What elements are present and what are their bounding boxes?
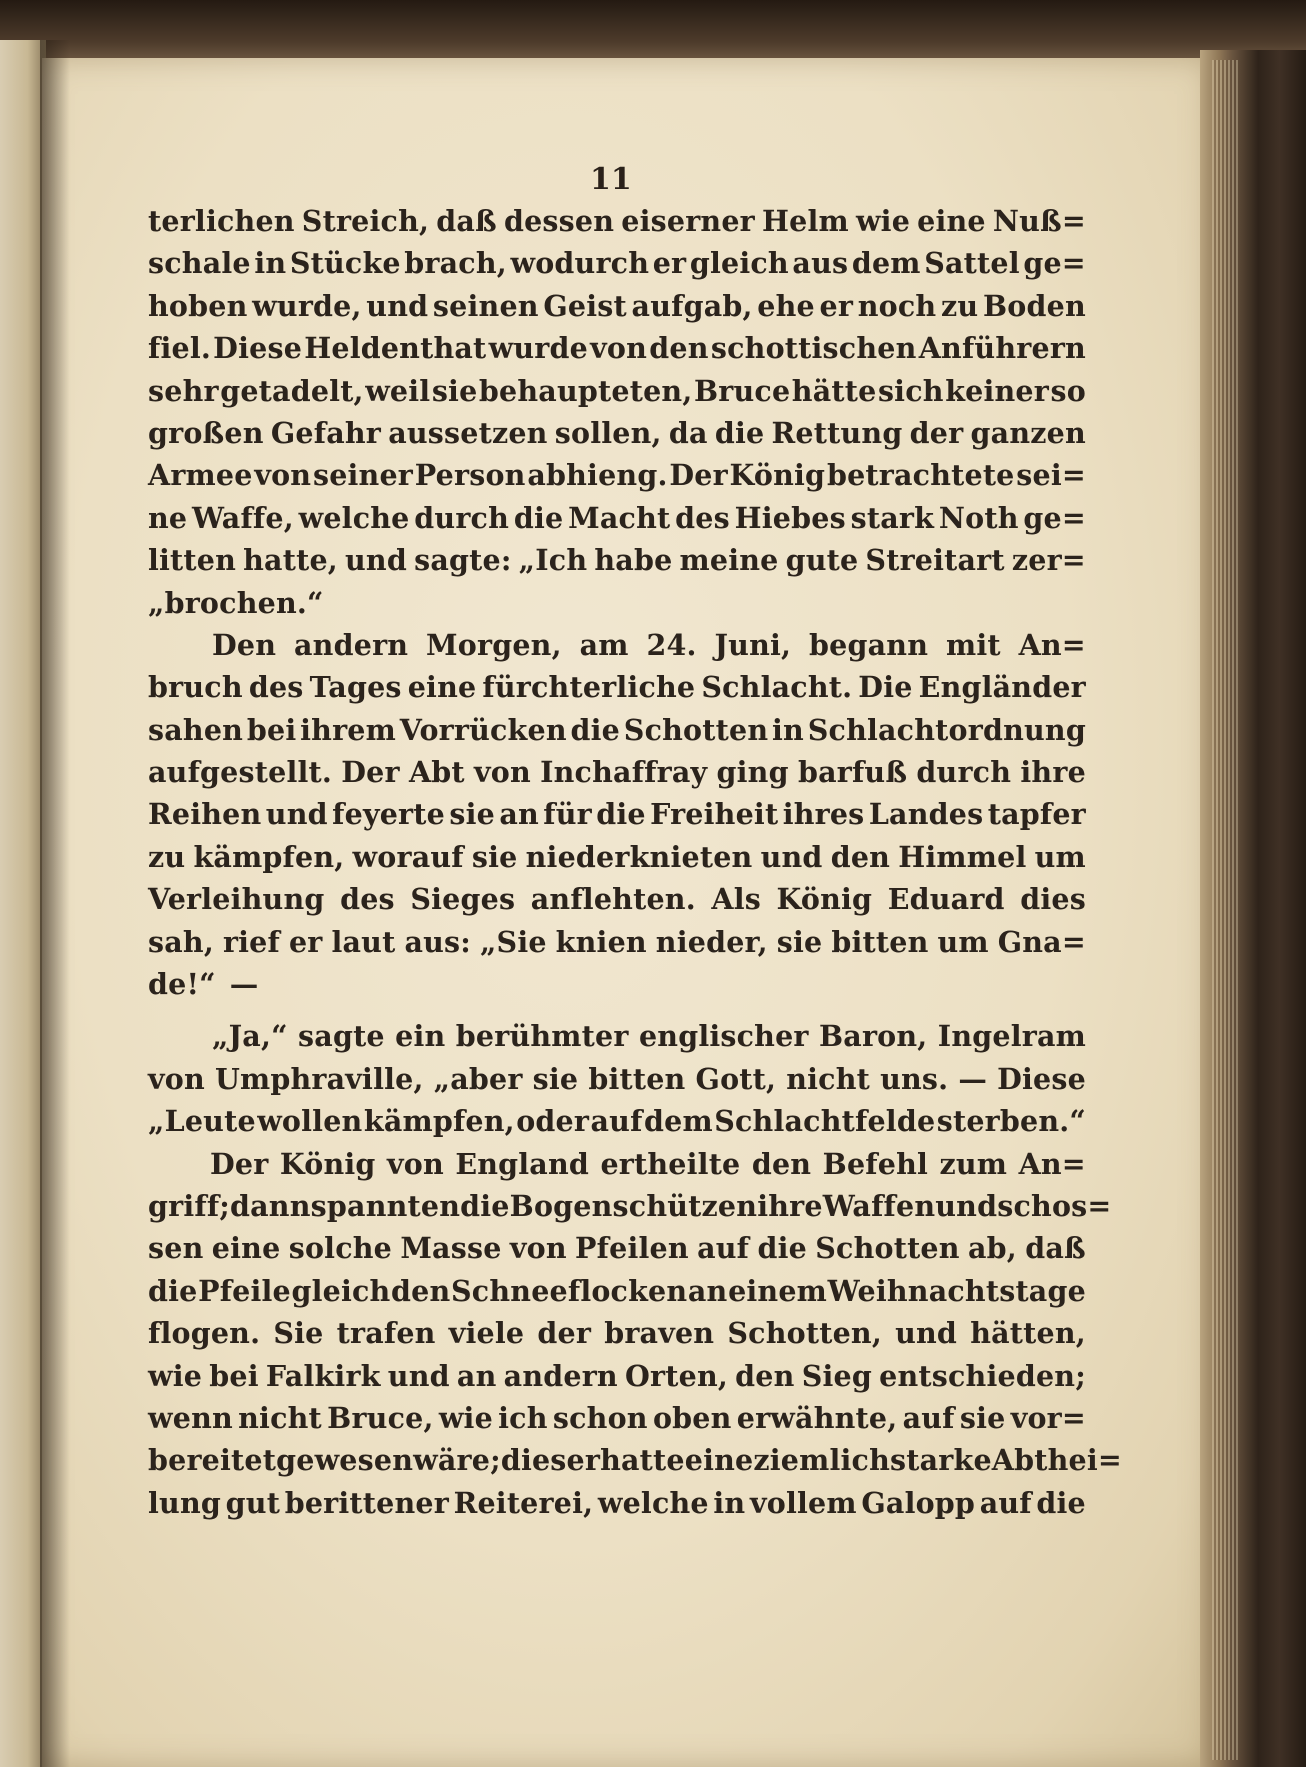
text-line: Reihen und feyerte sie an für die Freiheit ihres Landes tapfer (148, 797, 1086, 832)
text-line: sahen bei ihrem Vorrücken die Schotten in Schlachtordnung (148, 712, 1086, 747)
body-text (148, 200, 1122, 1524)
text-line: hoben wurde, und seinen Geist aufgab, ehe er noch zu Boden (148, 288, 1086, 323)
text-line: aufgestellt. Der Abt von Inchaffray ging barfuß durch ihre (148, 755, 1086, 790)
text-line: litten hatte, und sagte: „Ich habe meine gute Streitart zer= (148, 543, 1086, 578)
text-line: flogen. Sie trafen viele der braven Schotten, und hätten, (148, 1316, 1086, 1351)
text-line: wie bei Falkirk und an andern Orten, den Sieg entschieden; (148, 1358, 1086, 1393)
text-line: sehr getadelt, weil sie behaupteten, Bruce hätte sich keiner so (148, 373, 1086, 408)
text-line: terlichen Streich, daß dessen eiserner Helm wie eine Nuß= (148, 204, 1086, 238)
text-line: „brochen.“ (148, 585, 324, 620)
page-number: 11 (590, 162, 632, 197)
text-line: von Umphraville, „aber sie bitten Gott, nicht uns. — Diese (148, 1061, 1086, 1096)
text-line: Verleihung des Sieges anflehten. Als König Eduard dies (148, 882, 1086, 917)
text-line: Armee von seiner Person abhieng. Der König betrachtete sei= (148, 458, 1086, 493)
text-line: „Leute wollen kämpfen, oder auf dem Schlachtfelde sterben.“ (148, 1104, 1086, 1139)
text-line: Der König von England ertheilte den Befehl zum An= (210, 1146, 1086, 1181)
text-line: schale in Stücke brach, wodurch er gleich aus dem Sattel ge= (148, 246, 1086, 281)
text-line: lung gut berittener Reiterei, welche in vollem Galopp auf die (148, 1485, 1086, 1520)
text-line: sen eine solche Masse von Pfeilen auf die Schotten ab, daß (148, 1231, 1086, 1266)
spine-shadow (40, 40, 70, 1767)
text-line: Den andern Morgen, am 24. Juni, begann mit An= (212, 627, 1086, 662)
text-line: bereitet gewesen wäre; dieser hatte eine ziemlich starke Abthei= (148, 1443, 1122, 1478)
text-line: de!“ — (148, 967, 259, 1002)
text-line: ne Waffe, welche durch die Macht des Hiebes stark Noth ge= (148, 500, 1086, 535)
paragraph-gap (148, 1005, 1086, 1015)
text-line: wenn nicht Bruce, wie ich schon oben erwähnte, auf sie vor= (148, 1400, 1086, 1435)
text-line: die Pfeile gleich den Schneeflocken an einem Weihnachtstage (148, 1273, 1086, 1308)
text-line: fiel. Diese Heldenthat wurde von den schottischen Anführern (148, 331, 1086, 366)
book-top-edge (0, 0, 1306, 60)
text-line: „Ja,“ sagte ein berühmter englischer Baron, Ingelram (212, 1019, 1086, 1054)
text-line: zu kämpfen, worauf sie niederknieten und den Himmel um (148, 839, 1086, 874)
text-line: sah, rief er laut aus: „Sie knien nieder, sie bitten um Gna= (148, 924, 1086, 959)
text-line: griff; dann spannten die Bogenschützen ihre Waffen und schos= (148, 1188, 1112, 1223)
text-line: großen Gefahr aussetzen sollen, da die Rettung der ganzen (148, 415, 1086, 450)
text-line: bruch des Tages eine fürchterliche Schlacht. Die Engländer (148, 670, 1086, 705)
page-stack-edge (1212, 60, 1240, 1760)
